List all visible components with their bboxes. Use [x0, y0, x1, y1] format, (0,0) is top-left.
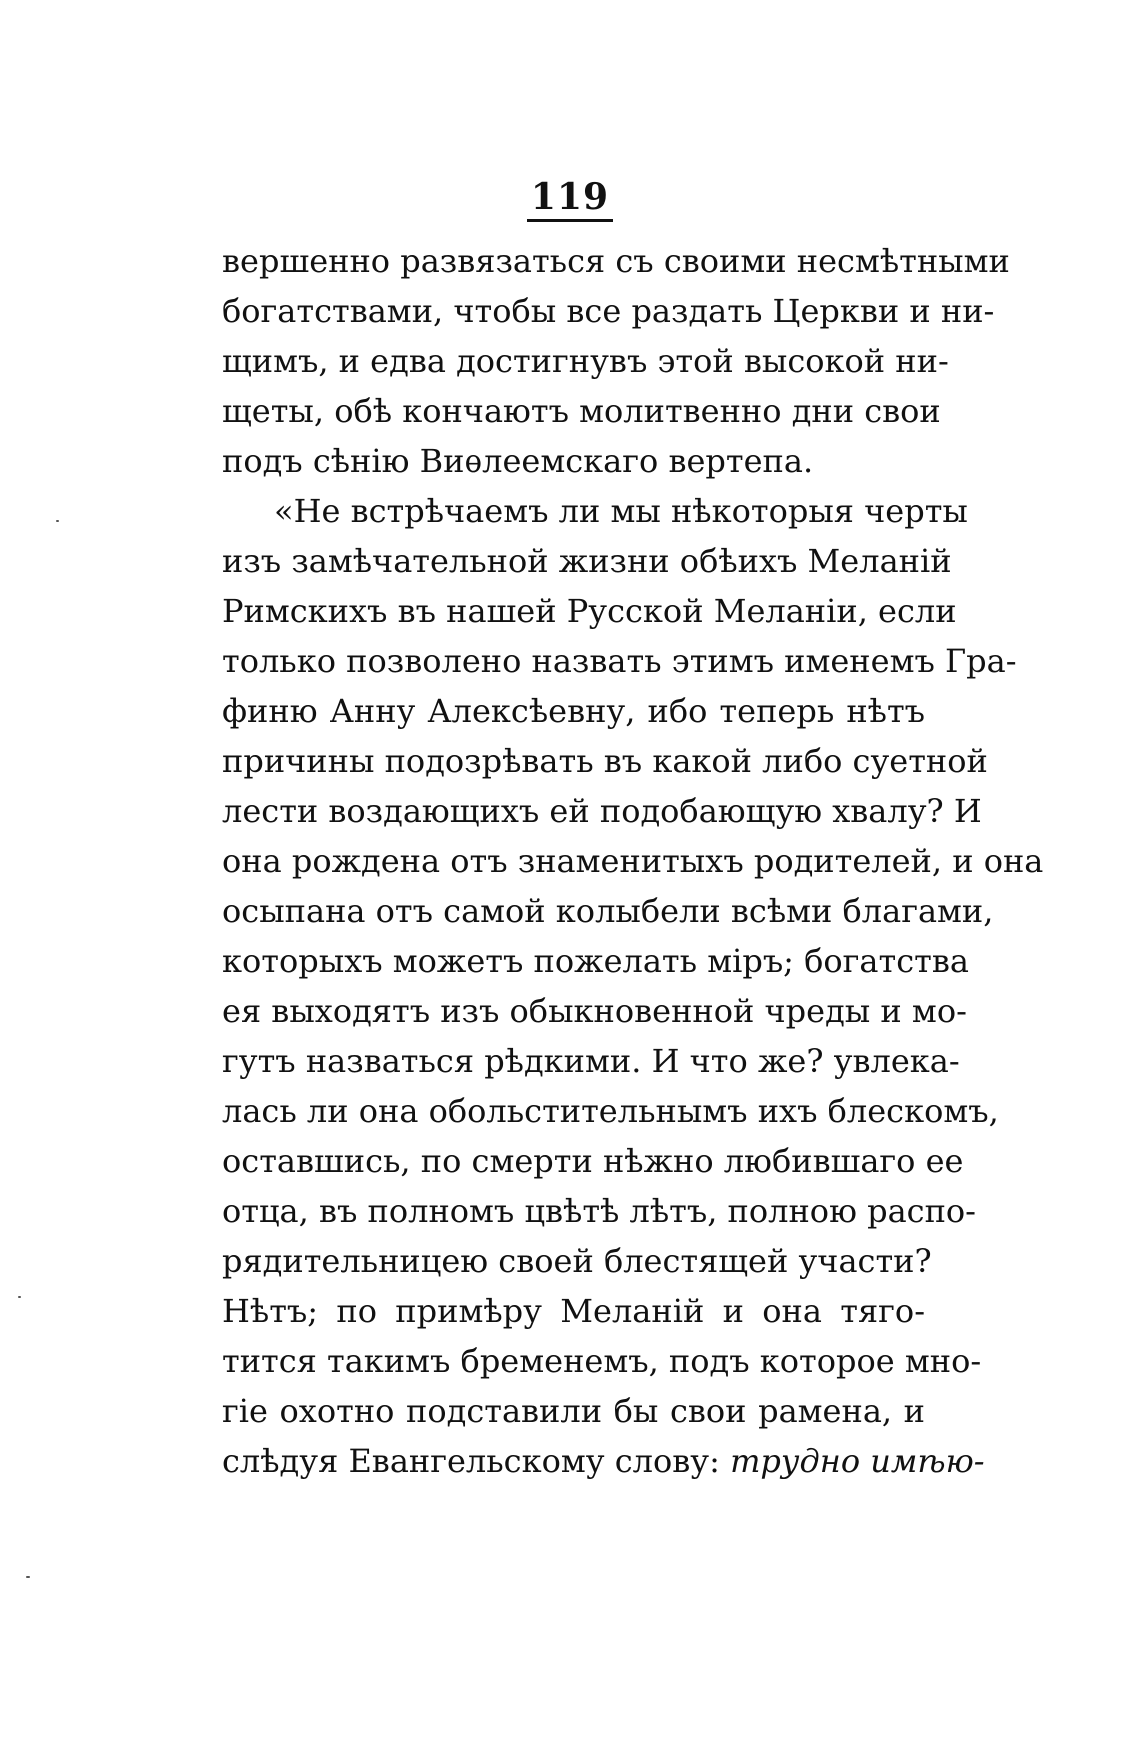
scan-speck [26, 1576, 30, 1578]
text-line: лась ли она обольстительнымъ ихъ блескомъ, [222, 1092, 999, 1130]
text-line: она рождена отъ знаменитыхъ родителей, и она [222, 842, 1044, 880]
text-line: рядительницею своей блестящей участи? [222, 1242, 932, 1280]
page-number: 119 [527, 177, 613, 222]
text-line: ея выходятъ изъ обыкновенной чреды и мо- [222, 992, 967, 1030]
text-line: оставшись, по смерти нѣжно любившаго ее [222, 1142, 964, 1180]
text-line: тится такимъ бременемъ, подъ которое мно- [222, 1342, 982, 1380]
text-line: которыхъ можетъ пожелать міръ; богатства [222, 942, 969, 980]
text-line-final [222, 1436, 985, 1486]
text-line: Римскихъ въ нашей Русской Меланіи, если [222, 592, 957, 630]
text-line: осыпана отъ самой колыбели всѣми благами, [222, 892, 994, 930]
text-line: только позволено назвать этимъ именемъ Гра- [222, 642, 1017, 680]
text-line: щимъ, и едва достигнувъ этой высокой ни- [222, 342, 949, 380]
scan-speck [18, 1296, 21, 1298]
text-line: богатствами, чтобы все раздать Церкви и ни- [222, 292, 995, 330]
text-line: лести воздающихъ ей подобающую хвалу? И [222, 792, 982, 830]
page-header [0, 177, 1140, 222]
text-line: вершенно развязаться съ своими несмѣтными [222, 242, 1010, 280]
final-line-text: слѣдуя Евангельскому слову: [222, 1442, 720, 1480]
text-line: финю Анну Алексѣевну, ибо теперь нѣтъ [222, 692, 925, 730]
text-line: гіе охотно подставили бы свои рамена, и [222, 1392, 925, 1430]
text-line: отца, въ полномъ цвѣтѣ лѣтъ, полною распо- [222, 1192, 976, 1230]
text-line: Нѣтъ; по примѣру Меланій и она тяго- [222, 1292, 925, 1330]
final-line-italic-text: трудно имѣю- [730, 1442, 985, 1480]
text-line: гутъ назваться рѣдкими. И что же? увлека- [222, 1042, 960, 1080]
text-line: подъ сѣнію Виѳлеемскаго вертепа. [222, 442, 814, 480]
body-text [222, 236, 1044, 1486]
paragraph-first-line: «Не встрѣчаемъ ли мы нѣкоторыя черты [274, 492, 968, 530]
text-line: изъ замѣчательной жизни обѣихъ Меланій [222, 542, 952, 580]
text-line: щеты, обѣ кончаютъ молитвенно дни свои [222, 392, 941, 430]
scan-speck [56, 520, 59, 522]
text-line: причины подозрѣвать въ какой либо суетной [222, 742, 988, 780]
